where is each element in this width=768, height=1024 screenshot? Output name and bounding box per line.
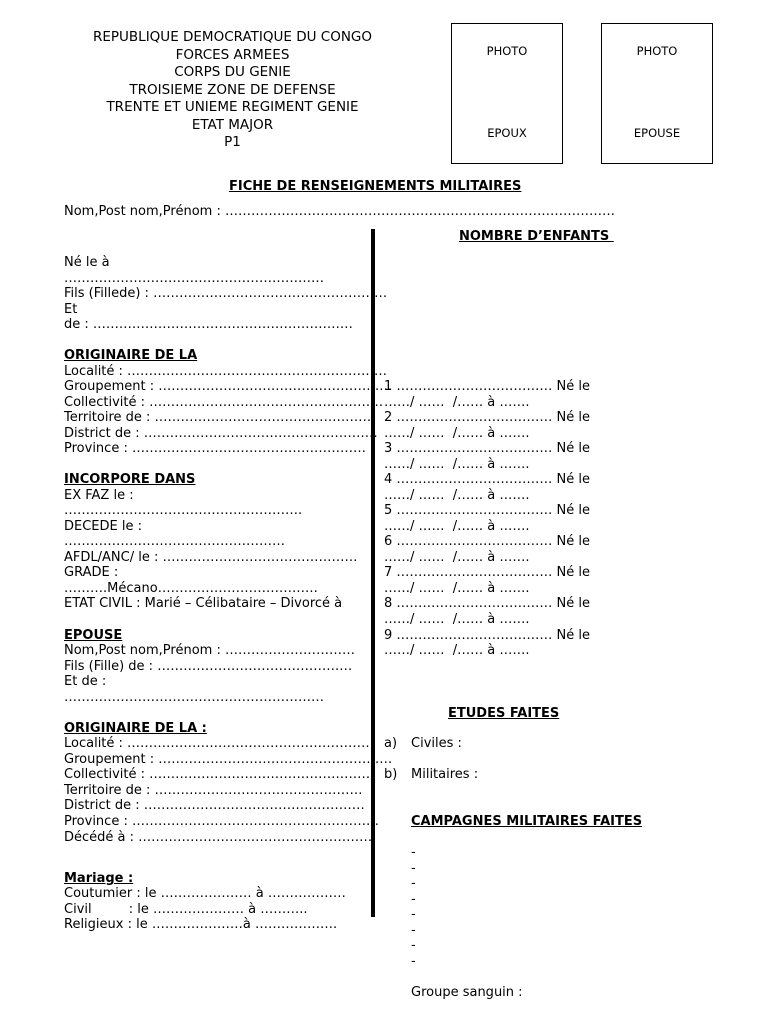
header-line-zone: TROISIEME ZONE DE DEFENSE xyxy=(129,81,336,98)
mariage-religieux-field[interactable]: Religieux : le …………………à ………………. xyxy=(64,917,338,932)
child-6-field[interactable]: 6 ……………………………… Né le xyxy=(384,534,591,549)
photo-label-bottom: EPOUSE xyxy=(633,126,681,140)
origin2-collectivite-field[interactable]: Collectivité : …………………………………………… xyxy=(64,767,371,782)
mother-field[interactable]: de : …………………………………………………… xyxy=(64,317,353,332)
document-title: FICHE DE RENSEIGNEMENTS MILITAIRES xyxy=(229,179,522,194)
origin-localite-field[interactable]: Localité : …………………………………………………… xyxy=(64,364,388,379)
campagne-item[interactable]: - xyxy=(411,861,416,876)
header-line-country: REPUBLIQUE DEMOCRATIQUE DU CONGO xyxy=(92,29,373,45)
origin2-province-field[interactable]: Province : ………………………………………………… xyxy=(64,814,379,829)
etudes-marker-a: a) xyxy=(384,736,398,751)
photo-label-top: PHOTO xyxy=(486,44,528,58)
child-8-date[interactable]: ……/ …… /…… à ……. xyxy=(384,612,530,627)
epouse-mother-field[interactable]: …………………………………………………… xyxy=(64,690,324,705)
child-1-date[interactable]: ……/ …… /…… à ……. xyxy=(384,395,530,410)
child-3-date[interactable]: ……/ …… /…… à ……. xyxy=(384,457,530,472)
campagne-item[interactable]: - xyxy=(411,954,416,969)
child-9-field[interactable]: 9 ……………………………… Né le xyxy=(384,628,591,643)
campagne-item[interactable]: - xyxy=(411,876,416,891)
groupe-sanguin-field[interactable]: Groupe sanguin : xyxy=(411,985,523,1000)
child-2-field[interactable]: 2 ……………………………… Né le xyxy=(384,410,591,425)
child-7-date[interactable]: ……/ …… /…… à ……. xyxy=(384,581,530,596)
header-line-etat-major: ETAT MAJOR xyxy=(191,116,274,133)
etudes-marker-b: b) xyxy=(384,767,398,782)
origin2-localite-field[interactable]: Localité : ………………………………………………… xyxy=(64,736,375,751)
mariage-coutumier-field[interactable]: Coutumier : le ………………… à ……………… xyxy=(64,886,346,901)
photo-label-bottom: EPOUX xyxy=(487,126,527,140)
origin2-district-field[interactable]: District de : …………………………………………… xyxy=(64,798,365,813)
child-9-date[interactable]: ……/ …… /…… à ……. xyxy=(384,643,530,658)
etat-civil-field[interactable]: ETAT CIVIL : Marié – Célibataire – Divorcé à xyxy=(64,596,343,611)
campagne-item[interactable]: - xyxy=(411,907,416,922)
campagne-item[interactable]: - xyxy=(411,923,416,938)
name-field[interactable]: Nom,Post nom,Prénom : ……………………………………………………………………………… xyxy=(64,204,615,219)
etudes-heading: ETUDES FAITES xyxy=(448,706,560,721)
decede-label: DECEDE le : xyxy=(64,519,142,534)
origin2-decede-field[interactable]: Décédé à : ……………………………………………… xyxy=(64,830,373,845)
origin2-groupement-field[interactable]: Groupement : ……………………………………………… xyxy=(64,752,393,767)
photo-box-epoux[interactable] xyxy=(451,23,563,164)
child-3-field[interactable]: 3 ……………………………… Né le xyxy=(384,441,591,456)
afdl-field[interactable]: AFDL/ANC/ le : ……………………………………… xyxy=(64,550,358,565)
campagne-item[interactable]: - xyxy=(411,892,416,907)
origin-district-field[interactable]: District de : ……………………………………………… xyxy=(64,426,378,441)
mariage-heading: Mariage : xyxy=(64,871,134,886)
grade-field[interactable]: ……….Mécano………………………………. xyxy=(64,581,318,596)
child-4-field[interactable]: 4 ……………………………… Né le xyxy=(384,472,591,487)
mariage-civil-field[interactable]: Civil : le ………………… à ……….. xyxy=(64,902,308,917)
and-label: Et xyxy=(64,302,78,317)
child-8-field[interactable]: 8 ……………………………… Né le xyxy=(384,596,591,611)
decede-field[interactable]: …………………………………………… xyxy=(64,534,285,549)
photo-label-top: PHOTO xyxy=(636,44,678,58)
birth-label: Né le à xyxy=(64,255,110,270)
origin2-territoire-field[interactable]: Territoire de : ………………………………………… xyxy=(64,783,363,798)
ex-faz-label: EX FAZ le : xyxy=(64,488,134,503)
epouse-father-field[interactable]: Fils (Fille) de : ……………………………………… xyxy=(64,659,353,674)
child-1-field[interactable]: 1 ……………………………… Né le xyxy=(384,379,591,394)
origin-province-field[interactable]: Province : ……………………………………………… xyxy=(64,441,366,456)
child-2-date[interactable]: ……/ …… /…… à ……. xyxy=(384,426,530,441)
epouse-mother-label: Et de : xyxy=(64,674,107,689)
header-line-corps: CORPS DU GENIE xyxy=(174,64,291,80)
header-block xyxy=(60,29,405,152)
campagne-item[interactable]: - xyxy=(411,938,416,953)
birth-field[interactable]: …………………………………………………… xyxy=(64,271,324,286)
grade-label: GRADE : xyxy=(64,565,119,580)
child-4-date[interactable]: ……/ …… /…… à ……. xyxy=(384,488,530,503)
child-5-field[interactable]: 5 ……………………………… Né le xyxy=(384,503,591,518)
child-7-field[interactable]: 7 ……………………………… Né le xyxy=(384,565,591,580)
father-field[interactable]: Fils (Fillede) : ……………………………………………… xyxy=(64,286,388,301)
header-line-regiment: TRENTE ET UNIEME REGIMENT GENIE xyxy=(106,99,359,115)
ex-faz-field[interactable]: ………………………………………………. xyxy=(64,503,303,518)
epouse-heading: EPOUSE xyxy=(64,628,123,643)
origin2-heading: ORIGINAIRE DE LA : xyxy=(64,721,207,736)
origin-territoire-field[interactable]: Territoire de : …………………………………………… xyxy=(64,410,376,425)
header-line-p1: P1 xyxy=(224,134,241,150)
origin-collectivite-field[interactable]: Collectivité : ……………………………………………… xyxy=(64,395,384,410)
header-line-forces: FORCES ARMEES xyxy=(175,46,290,63)
child-5-date[interactable]: ……/ …… /…… à ……. xyxy=(384,519,530,534)
enfants-heading: NOMBRE D’ENFANTS xyxy=(459,229,614,244)
etudes-militaires-field[interactable]: Militaires : xyxy=(411,767,479,782)
origin-groupement-field[interactable]: Groupement : ……………………………………………… xyxy=(64,379,393,394)
etudes-civiles-field[interactable]: Civiles : xyxy=(411,736,462,751)
child-6-date[interactable]: ……/ …… /…… à ……. xyxy=(384,550,530,565)
origin-heading: ORIGINAIRE DE LA xyxy=(64,348,198,363)
photo-box-epouse[interactable] xyxy=(601,23,713,164)
epouse-name-field[interactable]: Nom,Post nom,Prénom : ………………………… xyxy=(64,643,355,658)
incorpore-heading: INCORPORE DANS xyxy=(64,472,196,487)
campagnes-heading: CAMPAGNES MILITAIRES FAITES xyxy=(411,814,643,829)
campagne-item[interactable]: - xyxy=(411,845,416,860)
